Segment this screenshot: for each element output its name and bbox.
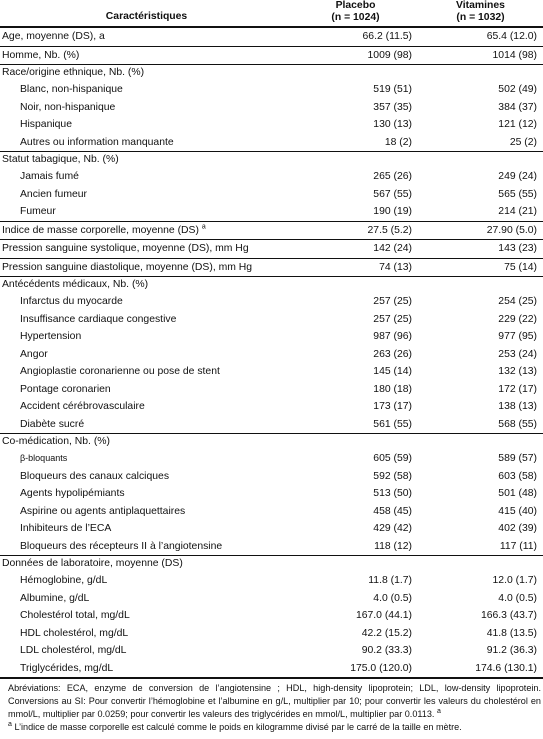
row-label-text: Inhibiteurs de l’ECA: [20, 523, 112, 534]
row-label: [0, 293, 293, 311]
row-label-text: Angioplastie coronarienne ou pose de stent: [20, 366, 220, 377]
vitamins-value: 384 (37): [498, 101, 537, 113]
placebo-value: 190 (19): [373, 206, 412, 217]
table-body: [0, 27, 543, 677]
table-footnotes: [0, 677, 543, 734]
placebo-value: 66.2 (11.5): [362, 31, 412, 42]
header-characteristics: Caractéristiques: [105, 11, 188, 22]
header-placebo: [293, 0, 418, 27]
table-row: [0, 46, 543, 65]
row-label-text: Blanc, non-hispanique: [20, 84, 123, 95]
table-row: [0, 434, 543, 451]
vitamins-value: 415 (40): [498, 505, 537, 517]
vitamins-value: 253 (24): [498, 348, 537, 360]
row-label-text: Insuffisance cardiaque congestive: [20, 313, 177, 325]
row-label: [0, 450, 293, 468]
placebo-value: 567 (55): [373, 188, 412, 200]
vitamins-value: 166.3 (43.7): [480, 610, 537, 621]
vitamins-value: 65.4 (12.0): [486, 31, 537, 42]
footnote-abbreviations-text: Abréviations: ECA, enzyme de conversion de l’angiotensine ; HDL, high-density lipoprotein; LDL, low-density lipoprotein. Conversions au SI: Pour convertir l’hémoglobine et l’albumine en g/L, multiplier par 10; pour convertir les valeurs du cholestérol en mmol/L, multiplier par 0.0259; pour convertir les valeurs des triglycérides en mmol/L, multiplier par 0.0113.: [8, 683, 541, 719]
row-label: [0, 590, 293, 608]
footnote-a-text: L’indice de masse corporelle est calculé comme le poids en kilogramme divisé par le carré de la taille en mètre.: [14, 722, 462, 732]
row-label: [0, 468, 293, 486]
header-vitamins: [418, 0, 543, 27]
vitamins-value: 229 (22): [498, 313, 537, 325]
table-row: [0, 203, 543, 221]
row-label: [0, 572, 293, 590]
row-label: [0, 134, 293, 152]
vitamins-value: [418, 434, 543, 451]
table-row: [0, 538, 543, 556]
table-row: [0, 134, 543, 152]
table-row: [0, 363, 543, 381]
vitamins-value: 75 (14): [504, 261, 537, 273]
vitamins-value: [418, 556, 543, 573]
vitamins-value: [418, 277, 543, 294]
table-row: [0, 116, 543, 134]
table-row: [0, 240, 543, 259]
row-label-text: Co-médication, Nb. (%): [2, 436, 110, 447]
row-label: [0, 503, 293, 521]
row-label-text: Ancien fumeur: [20, 188, 87, 200]
row-label-text: Triglycérides, mg/dL: [20, 662, 114, 674]
row-label-text: Age, moyenne (DS), a: [2, 31, 105, 42]
header-placebo-title: Placebo: [335, 0, 376, 11]
placebo-value: 11.8 (1.7): [368, 575, 412, 586]
vitamins-value: 402 (39): [498, 523, 537, 534]
placebo-value: 18 (2): [384, 136, 412, 148]
table-row: [0, 81, 543, 99]
placebo-value: 74 (13): [379, 261, 412, 273]
table-row: [0, 556, 543, 573]
vitamins-value: 254 (25): [498, 296, 537, 307]
row-label-text: Autres ou information manquante: [20, 136, 174, 148]
section-label: [0, 556, 293, 573]
table-row: [0, 468, 543, 486]
section-label: [0, 152, 293, 169]
vitamins-value: 132 (13): [498, 366, 537, 377]
placebo-value: [293, 277, 418, 294]
vitamins-value: 172 (17): [498, 383, 537, 395]
table-row: [0, 503, 543, 521]
row-label-text: Hémoglobine, g/dL: [20, 575, 108, 586]
vitamins-value: 502 (49): [498, 84, 537, 95]
row-label-text: Bloqueurs des récepteurs II à l’angiotensine: [20, 540, 223, 552]
placebo-value: 257 (25): [373, 296, 412, 307]
table-row: [0, 258, 543, 277]
vitamins-value: 589 (57): [498, 453, 537, 464]
vitamins-value: 138 (13): [498, 401, 537, 412]
row-label-text: Jamais fumé: [20, 171, 79, 182]
row-label: [0, 258, 293, 277]
table-row: [0, 416, 543, 434]
vitamins-value: 501 (48): [498, 488, 537, 499]
table-row: [0, 311, 543, 329]
table-row: [0, 398, 543, 416]
placebo-value: 429 (42): [373, 523, 412, 534]
table-row: [0, 381, 543, 399]
vitamins-value: 25 (2): [509, 136, 537, 148]
placebo-value: 592 (58): [373, 470, 412, 482]
row-label-text: Indice de masse corporelle, moyenne (DS): [2, 224, 199, 236]
vitamins-value: 977 (95): [498, 331, 537, 342]
row-label: [0, 625, 293, 643]
table-row: [0, 642, 543, 660]
row-label: [0, 116, 293, 134]
placebo-value: 167.0 (44.1): [355, 610, 412, 621]
table-row: [0, 65, 543, 82]
vitamins-value: 27.90 (5.0): [486, 224, 537, 236]
row-label-text: Pontage coronarien: [20, 383, 111, 395]
row-label: [0, 99, 293, 117]
row-label: [0, 186, 293, 204]
row-label: [0, 485, 293, 503]
row-label: [0, 520, 293, 538]
table-row: [0, 520, 543, 538]
vitamins-value: 565 (55): [498, 188, 537, 200]
table-row: [0, 625, 543, 643]
table-row: [0, 607, 543, 625]
row-label: [0, 607, 293, 625]
placebo-value: 458 (45): [373, 505, 412, 517]
vitamins-value: 1014 (98): [492, 49, 537, 61]
row-label-text: Homme, Nb. (%): [2, 49, 80, 61]
row-label: [0, 363, 293, 381]
row-label-text: Bloqueurs des canaux calciques: [20, 470, 170, 482]
vitamins-value: 249 (24): [498, 171, 537, 182]
footnote-abbreviations: [8, 682, 541, 721]
row-label: [0, 328, 293, 346]
table-row: [0, 572, 543, 590]
row-label: [0, 168, 293, 186]
placebo-value: [293, 434, 418, 451]
table-row: [0, 168, 543, 186]
row-label-text: Données de laboratoire, moyenne (DS): [2, 558, 183, 569]
row-label-text: Cholestérol total, mg/dL: [20, 610, 130, 621]
row-label-text: Diabète sucré: [20, 418, 85, 430]
vitamins-value: [418, 65, 543, 82]
row-label: [0, 416, 293, 434]
header-placebo-n: (n = 1024): [331, 12, 380, 23]
row-label: [0, 346, 293, 364]
table-header-row: [0, 0, 543, 27]
table-row: [0, 99, 543, 117]
placebo-value: 145 (14): [373, 366, 412, 377]
table-row: [0, 328, 543, 346]
table-row: [0, 152, 543, 169]
placebo-value: 142 (24): [373, 243, 412, 254]
section-label: [0, 277, 293, 294]
row-label-text: Agents hypolipémiants: [20, 488, 125, 499]
row-label-text: Hispanique: [20, 119, 72, 130]
row-label-text: Aspirine ou agents antiplaquettaires: [20, 505, 186, 517]
row-label: [0, 221, 293, 240]
row-label-text: LDL cholestérol, mg/dL: [20, 645, 127, 656]
placebo-value: 513 (50): [373, 488, 412, 499]
placebo-value: 1009 (98): [367, 49, 412, 61]
table-row: [0, 277, 543, 294]
vitamins-value: 91.2 (36.3): [486, 645, 537, 656]
vitamins-value: 121 (12): [498, 119, 537, 130]
table-row: [0, 221, 543, 240]
placebo-value: [293, 556, 418, 573]
row-label: [0, 381, 293, 399]
table-row: [0, 590, 543, 608]
placebo-value: 173 (17): [373, 401, 412, 412]
row-label: [0, 203, 293, 221]
placebo-value: [293, 65, 418, 82]
row-label-text: Statut tabagique, Nb. (%): [2, 154, 119, 165]
placebo-value: 175.0 (120.0): [350, 662, 412, 674]
row-label: [0, 240, 293, 259]
vitamins-value: 174.6 (130.1): [475, 662, 537, 674]
footnote-a: [8, 721, 541, 734]
row-label: [0, 538, 293, 556]
vitamins-value: 41.8 (13.5): [486, 627, 537, 639]
row-label-text: β-bloquants: [20, 453, 68, 463]
row-label-text: Race/origine ethnique, Nb. (%): [2, 67, 145, 78]
placebo-value: [293, 152, 418, 169]
row-label: [0, 46, 293, 65]
placebo-value: 561 (55): [373, 418, 412, 430]
row-label-text: Antécédents médicaux, Nb. (%): [2, 279, 149, 290]
placebo-value: 27.5 (5.2): [367, 224, 412, 236]
vitamins-value: 117 (11): [499, 540, 537, 552]
table-row: [0, 660, 543, 678]
section-label: [0, 434, 293, 451]
placebo-value: 118 (12): [374, 540, 412, 552]
footnote-abbreviations-superscript: a: [436, 707, 441, 715]
row-label: [0, 311, 293, 329]
row-label-text: Pression sanguine systolique, moyenne (DS), mm Hg: [2, 243, 249, 254]
row-label: [0, 27, 293, 46]
row-label-text: Hypertension: [20, 331, 82, 342]
table-row: [0, 186, 543, 204]
placebo-value: 42.2 (15.2): [361, 627, 412, 639]
row-label-text: Albumine, g/dL: [20, 592, 90, 604]
row-label-text: Infarctus du myocarde: [20, 296, 123, 307]
vitamins-value: 4.0 (0.5): [498, 592, 537, 604]
vitamins-value: 12.0 (1.7): [492, 575, 537, 586]
placebo-value: 130 (13): [373, 119, 412, 130]
section-label: [0, 65, 293, 82]
placebo-value: 519 (51): [373, 84, 412, 95]
placebo-value: 90.2 (33.3): [361, 645, 412, 656]
table-row: [0, 27, 543, 46]
row-label: [0, 398, 293, 416]
placebo-value: 265 (26): [373, 171, 412, 182]
table-row: [0, 485, 543, 503]
header-vitamins-title: Vitamines: [456, 0, 505, 11]
row-label-text: Accident cérébrovasculaire: [20, 401, 145, 412]
vitamins-value: 214 (21): [498, 206, 537, 217]
placebo-value: 357 (35): [373, 101, 412, 113]
row-label-text: Noir, non-hispanique: [20, 101, 116, 113]
row-label-text: Pression sanguine diastolique, moyenne (DS), mm Hg: [2, 261, 253, 273]
row-label-text: Fumeur: [20, 206, 56, 217]
row-label-text: Angor: [20, 348, 48, 360]
placebo-value: 263 (26): [373, 348, 412, 360]
placebo-value: 180 (18): [373, 383, 412, 395]
vitamins-value: [418, 152, 543, 169]
vitamins-value: 143 (23): [498, 243, 537, 254]
placebo-value: 257 (25): [373, 313, 412, 325]
row-label-text: HDL cholestérol, mg/dL: [20, 627, 129, 639]
row-label: [0, 81, 293, 99]
placebo-value: 605 (59): [373, 453, 412, 464]
placebo-value: 4.0 (0.5): [373, 592, 412, 604]
footnote-marker: a: [201, 223, 206, 231]
table-row: [0, 293, 543, 311]
table-row: [0, 450, 543, 468]
row-label: [0, 660, 293, 678]
vitamins-value: 568 (55): [498, 418, 537, 430]
header-vitamins-n: (n = 1032): [456, 12, 505, 23]
vitamins-value: 603 (58): [498, 470, 537, 482]
table-row: [0, 346, 543, 364]
row-label: [0, 642, 293, 660]
placebo-value: 987 (96): [373, 331, 412, 342]
footnote-a-marker: a: [8, 720, 12, 728]
